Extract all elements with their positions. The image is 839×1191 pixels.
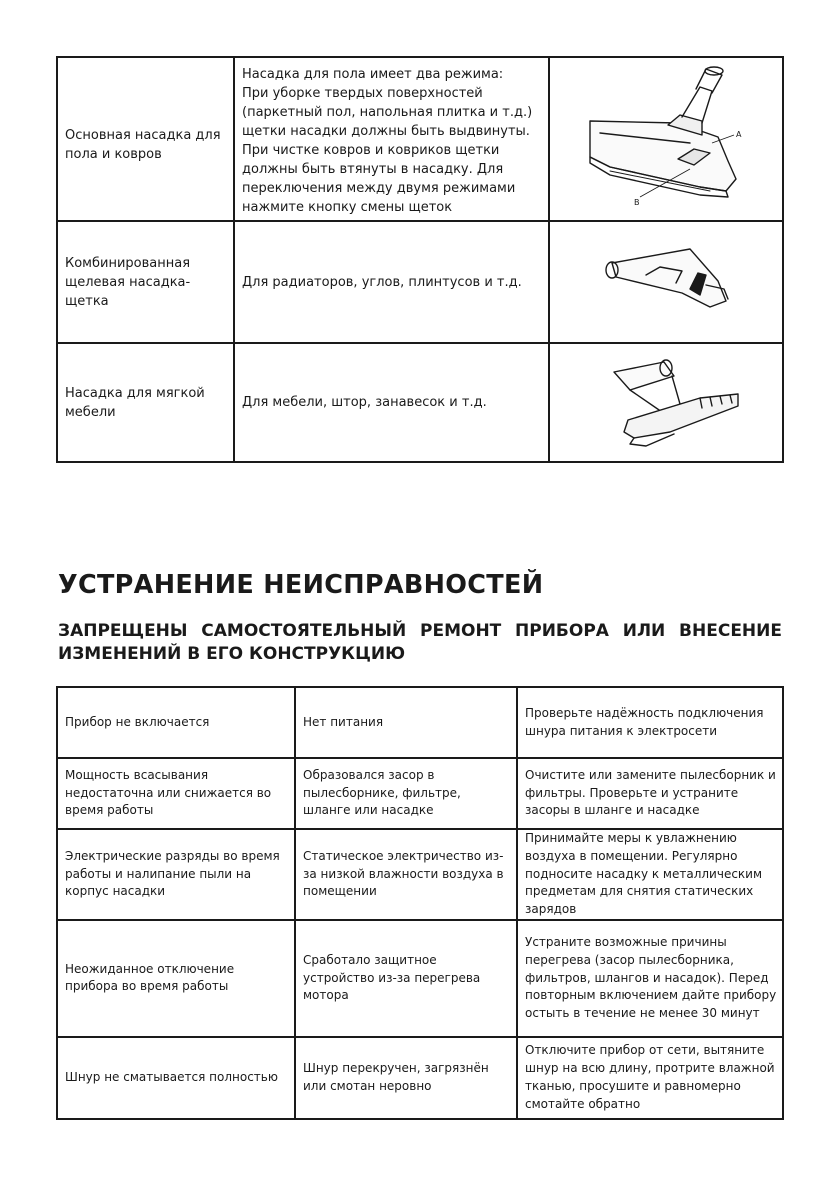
table-row [57, 920, 783, 1037]
table-row [57, 221, 783, 343]
nozzle-description: Насадка для пола имеет два режима: При уборке твердых поверхностей (паркетный пол, напольная плитка и т.д.) щетки насадки должны быть выдвинуты. При чистке ковров и ковриков щетки должны быть втянуты в насадку. Для переключения между двумя режимами нажмите кнопку смены щеток [234, 57, 549, 221]
svg-text:A: A [736, 130, 742, 139]
nozzle-description: Для радиаторов, углов, плинтусов и т.д. [234, 221, 549, 343]
solution-cell: Принимайте меры к увлажнению воздуха в помещении. Регулярно подносите насадку к металлическим предметам для снятия статических зарядов [517, 829, 783, 920]
warning-text: ЗАПРЕЩЕНЫ САМОСТОЯТЕЛЬНЫЙ РЕМОНТ ПРИБОРА ИЛИ ВНЕСЕНИЕ ИЗМЕНЕНИЙ В ЕГО КОНСТРУКЦИЮ [58, 621, 782, 664]
nozzle-image-cell [549, 57, 783, 221]
problem-cell: Мощность всасывания недостаточна или снижается во время работы [57, 758, 295, 829]
problem-cell: Шнур не сматывается полностью [57, 1037, 295, 1119]
nozzle-image-cell [549, 221, 783, 343]
page-title: УСТРАНЕНИЕ НЕИСПРАВНОСТЕЙ [58, 570, 544, 600]
table-row [57, 343, 783, 462]
table-row [57, 687, 783, 758]
nozzle-name: Комбинированная щелевая насадка-щетка [57, 221, 234, 343]
nozzle-description: Для мебели, штор, занавесок и т.д. [234, 343, 549, 462]
solution-cell: Проверьте надёжность подключения шнура питания к электросети [517, 687, 783, 758]
crevice-tool-icon [550, 227, 784, 337]
cause-cell: Нет питания [295, 687, 517, 758]
table-row [57, 758, 783, 829]
solution-cell: Очистите или замените пылесборник и фильтры. Проверьте и устраните засоры в шланге и насадке [517, 758, 783, 829]
problem-cell: Неожиданное отключение прибора во время работы [57, 920, 295, 1037]
troubleshooting-table [56, 686, 784, 1120]
table-row [57, 57, 783, 221]
solution-cell: Устраните возможные причины перегрева (засор пылесборника, фильтров, шлангов и насадок). Перед повторным включением дайте прибору остыть в течение не менее 30 минут [517, 920, 783, 1037]
cause-cell: Шнур перекручен, загрязнён или смотан неровно [295, 1037, 517, 1119]
upholstery-tool-icon [550, 348, 784, 458]
cause-cell: Статическое электричество из-за низкой влажности воздуха в помещении [295, 829, 517, 920]
cause-cell: Образовался засор в пылесборнике, фильтре, шланге или насадке [295, 758, 517, 829]
nozzle-image-cell [549, 343, 783, 462]
problem-cell: Прибор не включается [57, 687, 295, 758]
table-row [57, 1037, 783, 1119]
nozzle-name: Основная насадка для пола и ковров [57, 57, 234, 221]
cause-cell: Сработало защитное устройство из-за перегрева мотора [295, 920, 517, 1037]
nozzle-table [56, 56, 784, 463]
svg-text:B: B [634, 198, 640, 207]
floor-brush-icon [550, 59, 784, 219]
nozzle-name: Насадка для мягкой мебели [57, 343, 234, 462]
table-row [57, 829, 783, 920]
solution-cell: Отключите прибор от сети, вытяните шнур на всю длину, протрите влажной тканью, просушите и равномерно смотайте обратно [517, 1037, 783, 1119]
problem-cell: Электрические разряды во время работы и налипание пыли на корпус насадки [57, 829, 295, 920]
